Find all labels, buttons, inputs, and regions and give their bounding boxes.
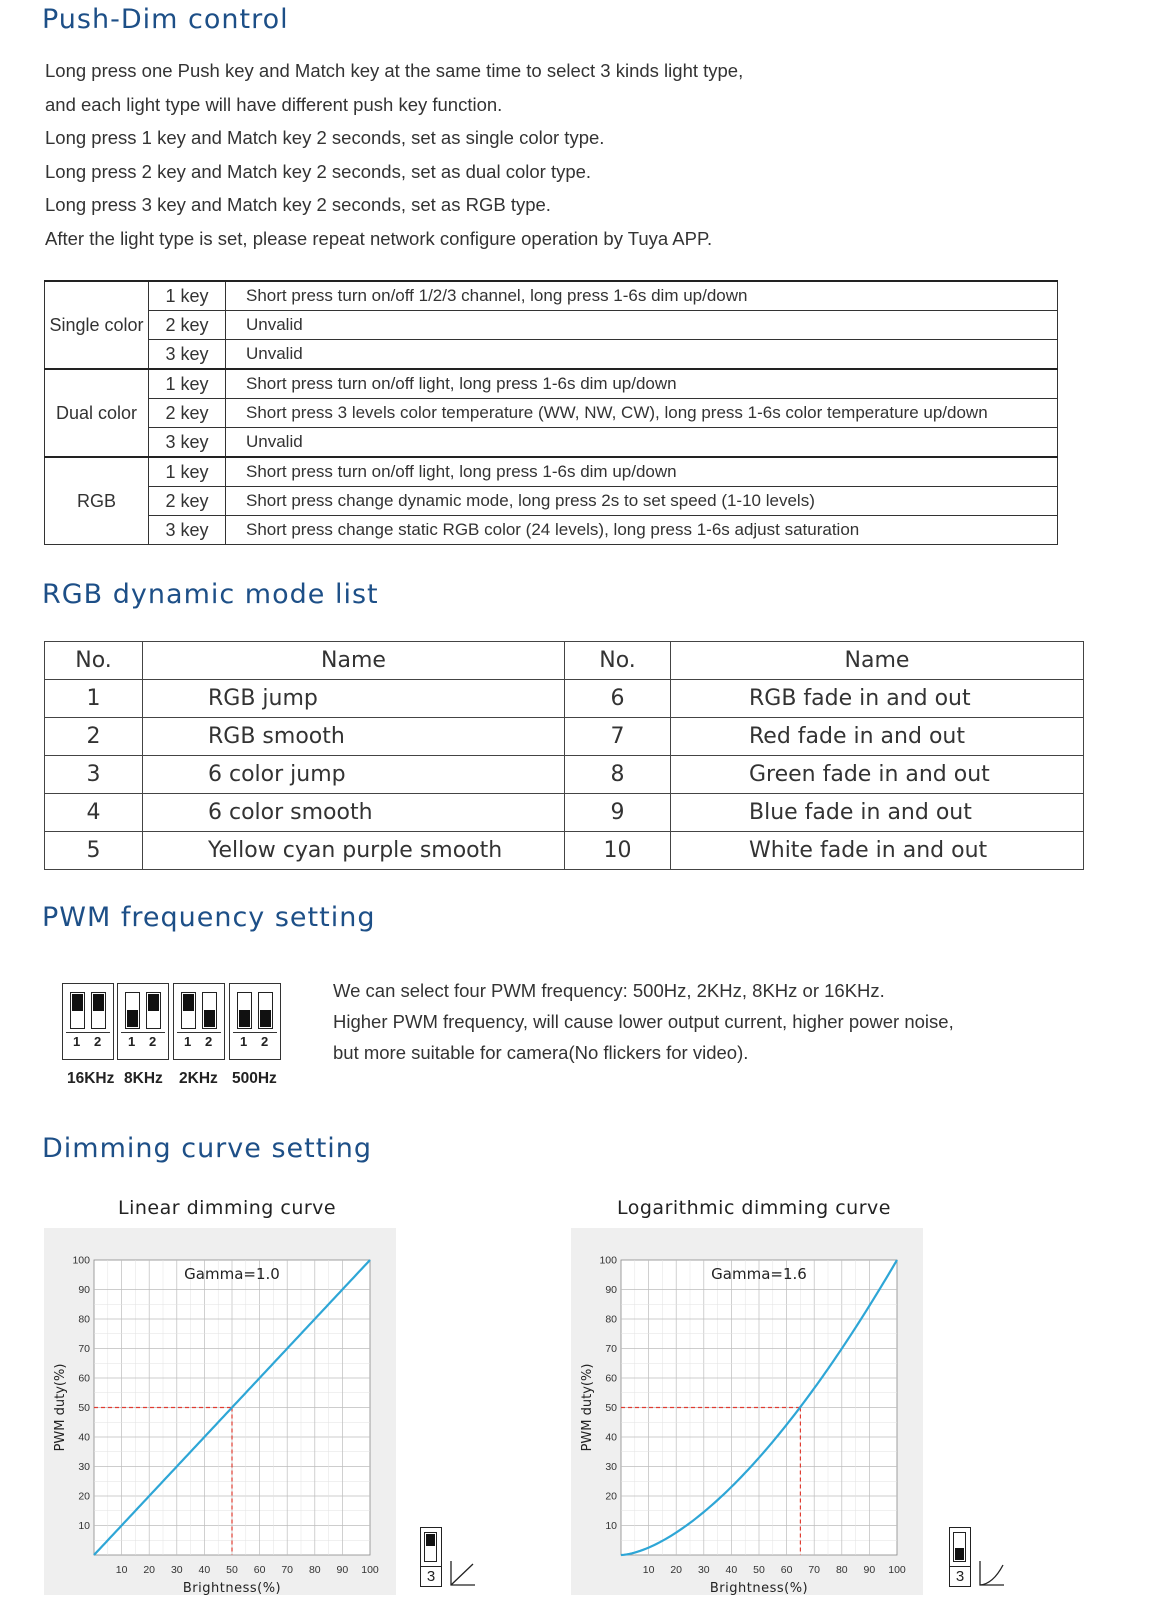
instruction-line: Long press 3 key and Match key 2 seconds, set as RGB type. (45, 194, 551, 216)
table-row (45, 399, 1058, 428)
freq-label-2khz: 2KHz (179, 1070, 218, 1087)
x-tick-label: 60 (780, 1564, 793, 1576)
switch-knob (426, 1534, 435, 1546)
switch-number: 1 (73, 1034, 81, 1049)
y-tick-label: 60 (78, 1372, 90, 1385)
y-axis-label: PWM duty(%) (580, 1363, 595, 1452)
instruction-line: After the light type is set, please repeat network configure operation by Tuya APP. (45, 227, 713, 249)
y-tick-label: 60 (605, 1372, 617, 1385)
mode-number: 3 (45, 756, 143, 794)
x-tick-label: 70 (808, 1564, 821, 1576)
switch-knob (72, 994, 83, 1011)
y-tick-label: 40 (605, 1431, 617, 1444)
switch-knob (183, 994, 194, 1011)
mode-number: 7 (565, 718, 671, 756)
switch-number: 3 (421, 1566, 441, 1585)
mode-number: 6 (565, 680, 671, 718)
function-cell: Unvalid (226, 311, 1058, 340)
y-tick-label: 80 (78, 1313, 90, 1326)
function-cell: Unvalid (226, 340, 1058, 370)
mode-number: 5 (45, 832, 143, 870)
x-tick-label: 30 (170, 1564, 183, 1576)
x-tick-label: 30 (697, 1564, 710, 1576)
x-tick-label: 80 (835, 1564, 848, 1576)
dip-switch-500hz (229, 983, 281, 1060)
gamma-annotation: Gamma=1.6 (711, 1265, 807, 1283)
pwm-text-line: Higher PWM frequency, will cause lower output current, higher power noise, (333, 1011, 954, 1032)
switch-knob (127, 1010, 138, 1027)
switch-number: 1 (184, 1034, 192, 1049)
x-tick-label: 50 (226, 1564, 238, 1576)
switch-number: 3 (950, 1566, 970, 1585)
mode-name: Green fade in and out (671, 756, 1084, 794)
mode-number: 8 (565, 756, 671, 794)
switch-knob (239, 1010, 250, 1027)
key-cell: 2 key (149, 399, 226, 428)
linear-chart-title: Linear dimming curve (118, 1197, 337, 1219)
log-curve-icon (977, 1558, 1007, 1588)
dip-switch-2khz (173, 983, 225, 1060)
dip-switch-8khz (117, 983, 169, 1060)
mode-name: Red fade in and out (671, 718, 1084, 756)
x-axis-label: Brightness(%) (709, 1581, 809, 1595)
switch-number: 2 (94, 1034, 102, 1049)
group-label: Dual color (45, 369, 149, 457)
x-tick-label: 20 (670, 1564, 683, 1576)
instruction-line: and each light type will have different push key function. (45, 93, 503, 115)
y-tick-label: 30 (605, 1461, 617, 1473)
y-tick-label: 30 (78, 1461, 90, 1473)
key-cell: 3 key (149, 516, 226, 545)
function-cell: Short press change dynamic mode, long press 2s to set speed (1-10 levels) (226, 487, 1058, 516)
mode-number: 2 (45, 718, 143, 756)
switch-slot (424, 1532, 437, 1562)
mode-name: RGB jump (143, 680, 565, 718)
key-cell: 3 key (149, 428, 226, 458)
x-tick-label: 10 (642, 1564, 655, 1576)
switch-slot (125, 992, 140, 1029)
mode-table (44, 641, 1084, 870)
mode-name: 6 color smooth (143, 794, 565, 832)
y-tick-label: 50 (78, 1402, 90, 1414)
key-cell: 1 key (149, 369, 226, 399)
switch-slot (146, 992, 161, 1029)
function-cell: Short press turn on/off 1/2/3 channel, long press 1-6s dim up/down (226, 281, 1058, 311)
table-row (45, 457, 1058, 487)
mode-number: 1 (45, 680, 143, 718)
dip-switch-16khz (62, 983, 114, 1060)
y-tick-label: 100 (599, 1254, 617, 1267)
switch-knob (148, 994, 159, 1011)
x-tick-label: 40 (725, 1564, 738, 1576)
key-cell: 3 key (149, 340, 226, 370)
freq-label-500hz: 500Hz (232, 1070, 277, 1087)
y-tick-label: 100 (72, 1254, 90, 1267)
function-cell: Short press 3 levels color temperature (WW, NW, CW), long press 1-6s color temperature up/down (226, 399, 1058, 428)
instruction-line: Long press one Push key and Match key at the same time to select 3 kinds light type, (45, 60, 744, 81)
switch-knob (955, 1548, 964, 1560)
mode-name: 6 color jump (143, 756, 565, 794)
column-header: No. (565, 642, 671, 680)
mode-name: White fade in and out (671, 832, 1084, 870)
switch-knob (93, 994, 104, 1011)
x-tick-label: 50 (753, 1564, 765, 1576)
y-tick-label: 80 (605, 1313, 617, 1326)
x-tick-label: 40 (198, 1564, 211, 1576)
x-tick-label: 20 (143, 1564, 156, 1576)
dip-switch-3-log (949, 1527, 971, 1587)
y-tick-label: 70 (78, 1343, 90, 1355)
table-row (45, 718, 1084, 756)
log-chart-panel (571, 1228, 923, 1595)
x-tick-label: 10 (115, 1564, 128, 1576)
dimming-heading: Dimming curve setting (42, 1133, 373, 1164)
mode-number: 9 (565, 794, 671, 832)
x-tick-label: 70 (281, 1564, 294, 1576)
linear-dimming-chart (44, 1228, 396, 1595)
y-tick-label: 40 (78, 1431, 90, 1444)
column-header: No. (45, 642, 143, 680)
key-function-table (44, 280, 1058, 545)
y-tick-label: 20 (78, 1490, 90, 1503)
function-cell: Unvalid (226, 428, 1058, 458)
table-row (45, 487, 1058, 516)
y-tick-label: 90 (78, 1284, 90, 1296)
dip-switch-3-linear (420, 1527, 442, 1587)
mode-number: 4 (45, 794, 143, 832)
mode-name: RGB fade in and out (671, 680, 1084, 718)
y-tick-label: 10 (605, 1520, 617, 1532)
log-chart-title: Logarithmic dimming curve (617, 1197, 891, 1219)
table-row (45, 794, 1084, 832)
column-header: Name (143, 642, 565, 680)
x-tick-label: 100 (888, 1564, 906, 1576)
column-header: Name (671, 642, 1084, 680)
switch-number: 2 (149, 1034, 157, 1049)
mode-number: 10 (565, 832, 671, 870)
instruction-line: Long press 1 key and Match key 2 seconds, set as single color type. (45, 127, 605, 149)
switch-number: 1 (128, 1034, 136, 1049)
function-cell: Short press turn on/off light, long press 1-6s dim up/down (226, 457, 1058, 487)
switch-knob (260, 1010, 271, 1027)
function-cell: Short press change static RGB color (24 levels), long press 1-6s adjust saturation (226, 516, 1058, 545)
table-row (45, 832, 1084, 870)
table-row (45, 281, 1058, 311)
table-row (45, 756, 1084, 794)
function-cell: Short press turn on/off light, long press 1-6s dim up/down (226, 369, 1058, 399)
mode-list-heading: RGB dynamic mode list (42, 579, 379, 610)
group-label: Single color (45, 281, 149, 369)
linear-curve-icon (448, 1558, 478, 1588)
switch-knob (204, 1010, 215, 1027)
freq-label-8khz: 8KHz (124, 1070, 163, 1087)
mode-name: Blue fade in and out (671, 794, 1084, 832)
y-tick-label: 70 (605, 1343, 617, 1355)
switch-slot (91, 992, 106, 1029)
table-row (45, 311, 1058, 340)
table-row (45, 369, 1058, 399)
linear-chart-panel (44, 1228, 396, 1595)
table-header-row (45, 642, 1084, 680)
y-tick-label: 90 (605, 1284, 617, 1296)
table-row (45, 680, 1084, 718)
x-tick-label: 90 (336, 1564, 349, 1576)
switch-slot (953, 1532, 966, 1562)
mode-name: RGB smooth (143, 718, 565, 756)
switch-slot (70, 992, 85, 1029)
push-dim-heading: Push-Dim control (42, 4, 289, 35)
mode-name: Yellow cyan purple smooth (143, 832, 565, 870)
table-row (45, 428, 1058, 458)
y-axis-label: PWM duty(%) (53, 1363, 68, 1452)
x-axis-label: Brightness(%) (182, 1581, 282, 1595)
switch-number: 2 (261, 1034, 269, 1049)
y-tick-label: 50 (605, 1402, 617, 1414)
switch-slot (258, 992, 273, 1029)
x-tick-label: 100 (361, 1564, 379, 1576)
logarithmic-dimming-chart (571, 1228, 923, 1595)
key-cell: 1 key (149, 457, 226, 487)
table-row (45, 516, 1058, 545)
switch-slot (237, 992, 252, 1029)
freq-label-16khz: 16KHz (67, 1070, 115, 1087)
y-tick-label: 20 (605, 1490, 617, 1503)
pwm-heading: PWM frequency setting (42, 902, 376, 933)
switch-number: 1 (240, 1034, 248, 1049)
table-row (45, 340, 1058, 370)
group-label: RGB (45, 457, 149, 545)
switch-number: 2 (205, 1034, 213, 1049)
instruction-line: Long press 2 key and Match key 2 seconds, set as dual color type. (45, 160, 592, 182)
switch-slot (202, 992, 217, 1029)
key-cell: 1 key (149, 281, 226, 311)
x-tick-label: 60 (253, 1564, 266, 1576)
gamma-annotation: Gamma=1.0 (184, 1265, 280, 1283)
key-cell: 2 key (149, 311, 226, 340)
key-cell: 2 key (149, 487, 226, 516)
pwm-text-line: but more suitable for camera(No flickers for video). (333, 1042, 749, 1063)
y-tick-label: 10 (78, 1520, 90, 1532)
switch-slot (181, 992, 196, 1029)
pwm-description (333, 975, 954, 1068)
x-tick-label: 90 (863, 1564, 876, 1576)
push-dim-instructions (45, 54, 743, 256)
pwm-text-line: We can select four PWM frequency: 500Hz, 2KHz, 8KHz or 16KHz. (333, 980, 885, 1001)
x-tick-label: 80 (308, 1564, 321, 1576)
